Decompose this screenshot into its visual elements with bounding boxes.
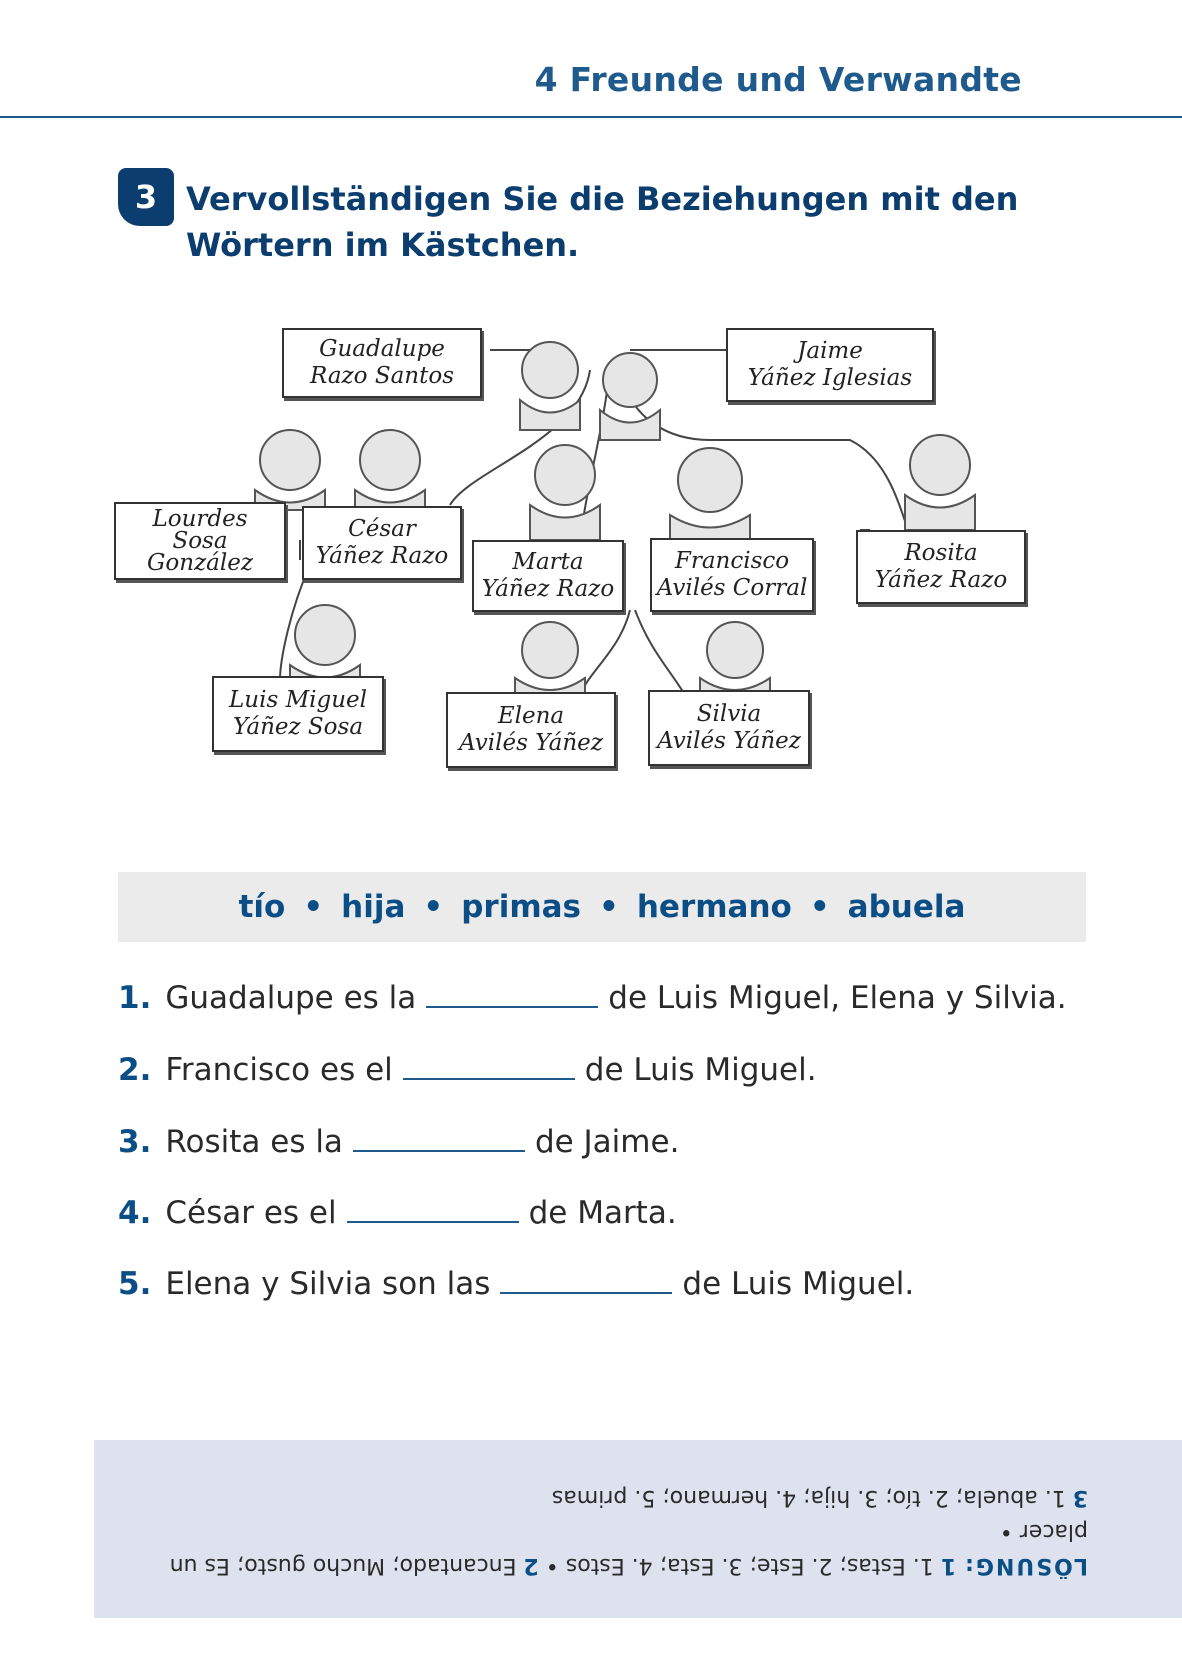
solution-ex2: Encantado; Mucho gusto; Es un placer •: [169, 1519, 1088, 1578]
sentence-text-after: de Jaime.: [534, 1124, 680, 1160]
sentence-text-before: Elena y Silvia son las: [165, 1266, 491, 1302]
name-line: Yáñez Razo: [315, 543, 449, 569]
solution-ex1: 1. Estas; 2. Este; 3. Esta; 4. Estos •: [545, 1553, 934, 1578]
sentence-4: [118, 1195, 677, 1231]
word-box: [118, 872, 1086, 942]
word-primas: primas: [461, 889, 582, 925]
sentence-number: 3.: [118, 1124, 152, 1160]
name-line: Avilés Corral: [656, 575, 808, 601]
solution-ex3: 1. abuela; 2. tío; 3. hija; 4. hermano; 5. primas: [551, 1485, 1066, 1510]
answer-blank[interactable]: [403, 1077, 575, 1080]
answer-blank[interactable]: [426, 1005, 598, 1008]
solution-box: [94, 1440, 1182, 1618]
sentence-text-before: Francisco es el: [165, 1052, 393, 1088]
solution-text-rotated: [98, 1480, 1088, 1582]
name-line: Avilés Yáñez: [459, 730, 603, 756]
name-box-lourdes: [114, 502, 286, 580]
solution-line-2: [98, 1480, 1088, 1514]
name-line: Francisco: [674, 548, 790, 574]
answer-blank[interactable]: [347, 1220, 519, 1223]
name-box-cesar: [302, 506, 462, 580]
sentence-text-after: de Marta.: [528, 1195, 677, 1231]
name-box-rosita: [856, 530, 1026, 604]
family-tree: [110, 330, 1070, 830]
sentence-2: [118, 1052, 817, 1088]
name-line: Razo Santos: [309, 363, 454, 389]
solution-ex2-number: 2: [523, 1553, 539, 1578]
name-line: Luis Miguel: [229, 687, 367, 713]
header-rule: [0, 116, 1182, 118]
name-line: Elena: [497, 703, 565, 729]
sentence-text-after: de Luis Miguel.: [584, 1052, 817, 1088]
sentence-number: 1.: [118, 980, 152, 1016]
answer-blank[interactable]: [500, 1291, 672, 1294]
exercise-number-badge: 3: [118, 168, 174, 226]
sentence-text-before: César es el: [165, 1195, 337, 1231]
sentence-text-before: Rosita es la: [165, 1124, 343, 1160]
solution-ex1-number: 1: [940, 1553, 957, 1578]
name-line: Guadalupe: [319, 336, 445, 362]
name-line: Sosa: [172, 528, 228, 554]
name-line: César: [348, 516, 416, 542]
sentence-number: 2.: [118, 1052, 152, 1088]
solution-line-1: [98, 1514, 1088, 1582]
bullet-separator: •: [809, 889, 830, 925]
name-box-guadalupe: [282, 328, 482, 398]
name-line: Avilés Yáñez: [657, 728, 801, 754]
solution-label: LÖSUNG:: [963, 1553, 1088, 1578]
sentence-text-after: de Luis Miguel.: [682, 1266, 915, 1302]
sentence-text-before: Guadalupe es la: [165, 980, 417, 1016]
name-box-silvia: [648, 690, 810, 766]
word-hermano: hermano: [636, 889, 792, 925]
sentence-1: [118, 980, 1067, 1016]
word-abuela: abuela: [847, 889, 966, 925]
name-box-elena: [446, 692, 616, 768]
name-line: Yáñez Razo: [874, 567, 1008, 593]
name-line: Lourdes: [152, 506, 248, 532]
name-line: Yáñez Razo: [481, 576, 615, 602]
word-hija: hija: [341, 889, 406, 925]
sentence-number: 5.: [118, 1266, 152, 1302]
chapter-title: 4 Freunde und Verwandte: [534, 60, 1022, 99]
name-box-francisco: [650, 538, 814, 612]
answer-blank[interactable]: [353, 1149, 525, 1152]
name-box-jaime: [726, 328, 934, 402]
name-box-luis-miguel: [212, 676, 384, 752]
name-box-marta: [472, 540, 624, 612]
name-line: Silvia: [696, 701, 762, 727]
sentence-text-after: de Luis Miguel, Elena y Silvia.: [608, 980, 1067, 1016]
sentence-number: 4.: [118, 1195, 152, 1231]
name-line: Jaime: [797, 338, 863, 364]
sentence-3: [118, 1124, 679, 1160]
name-line: Yáñez Sosa: [232, 714, 364, 740]
name-line: Rosita: [904, 540, 978, 566]
exercise-instruction: Vervollständigen Sie die Beziehungen mit den Wörtern im Kästchen.: [186, 180, 1019, 264]
bullet-separator: •: [423, 889, 444, 925]
name-line: González: [147, 550, 253, 576]
word-tio: tío: [238, 889, 286, 925]
bullet-separator: •: [599, 889, 619, 925]
name-line: Yáñez Iglesias: [747, 365, 913, 391]
sentence-5: [118, 1266, 914, 1302]
solution-ex3-number: 3: [1072, 1485, 1088, 1510]
name-line: Marta: [512, 549, 584, 575]
bullet-separator: •: [303, 889, 324, 925]
